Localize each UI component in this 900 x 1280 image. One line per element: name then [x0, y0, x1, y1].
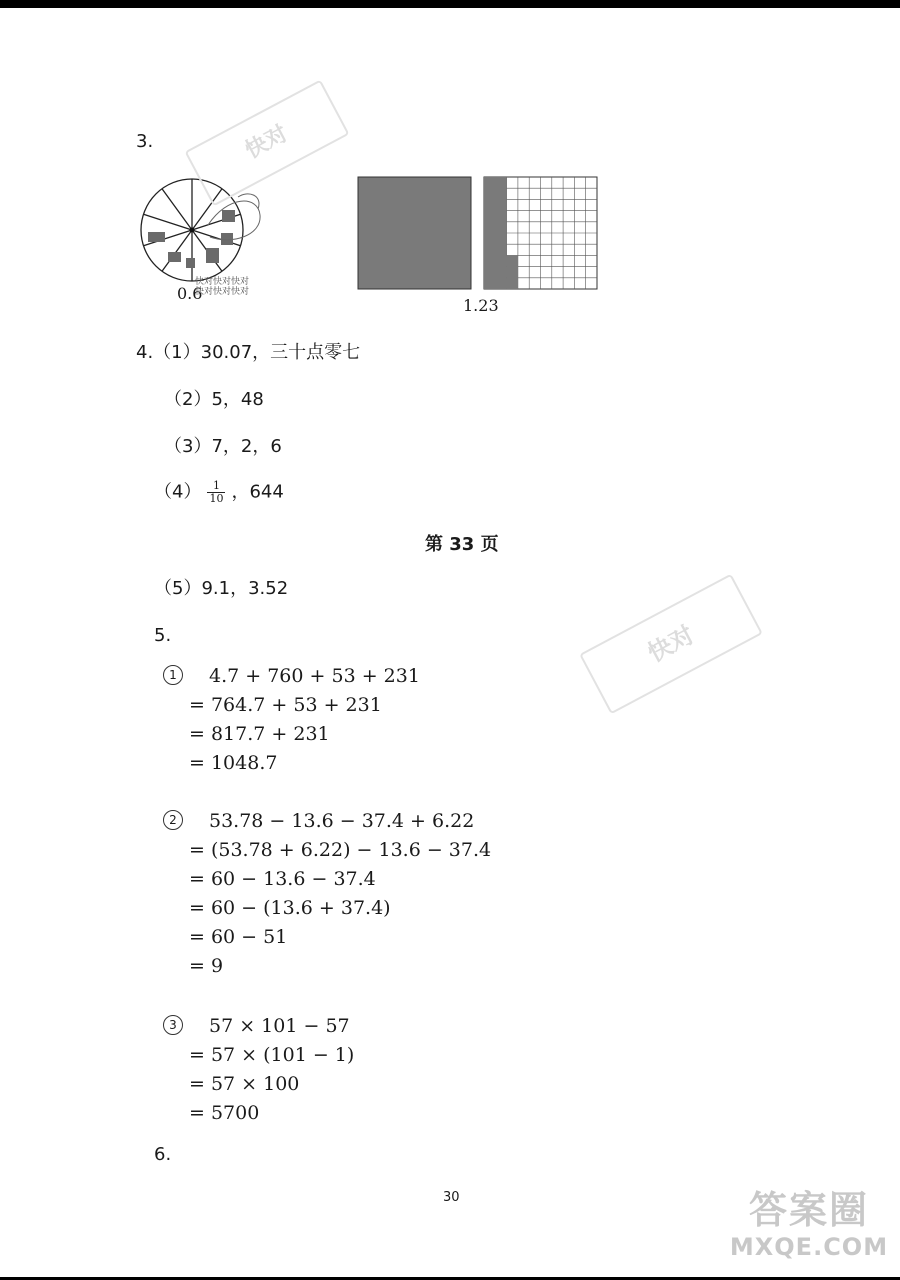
- corner-logo-bottom: MXQE.COM: [729, 1233, 889, 1261]
- math-line: = 817.7 + 231: [189, 723, 330, 745]
- problem-3: [163, 1014, 354, 1125]
- math-line: = 764.7 + 53 + 231: [189, 694, 382, 716]
- q4-answer-4: [154, 480, 284, 505]
- problem-2: [163, 809, 491, 978]
- page-number: 30: [443, 1190, 460, 1205]
- problem-2-marker: 2: [163, 810, 183, 830]
- math-line: = 60 − (13.6 + 37.4): [189, 897, 391, 919]
- q4-answer-5: （5）9.1，3.52: [154, 578, 289, 599]
- q4-answer-1: 4.（1）30.07，三十点零七: [136, 342, 361, 363]
- fraction: [207, 480, 225, 505]
- math-line: = 1048.7: [189, 752, 278, 774]
- math-line: = 5700: [189, 1102, 260, 1124]
- math-line: = 57 × 100: [189, 1073, 300, 1095]
- math-line: 57 × 101 − 57: [209, 1015, 350, 1037]
- q4-answer-4-suffix: ，644: [231, 481, 284, 503]
- fraction-denominator: 10: [209, 492, 224, 505]
- question-5-label: 5.: [154, 625, 172, 646]
- math-line: = (53.78 + 6.22) − 13.6 − 37.4: [189, 839, 492, 861]
- page-heading: 第 33 页: [425, 534, 499, 555]
- grid-caption: 1.23: [463, 296, 499, 315]
- circle-caption: 0.6: [177, 284, 203, 303]
- circle-center-dot: [190, 228, 195, 233]
- problem-1-marker: 1: [163, 665, 183, 685]
- watermark-stamp-middle: 快对: [579, 574, 763, 715]
- question-3-label: 3.: [136, 131, 154, 152]
- math-line: = 57 × (101 − 1): [189, 1044, 355, 1066]
- corner-logo-watermark: [724, 1188, 894, 1262]
- question-6-label: 6.: [154, 1144, 172, 1165]
- math-line: 53.78 − 13.6 − 37.4 + 6.22: [209, 810, 475, 832]
- q4-answer-3: （3）7，2，6: [164, 436, 282, 457]
- watermark-stamp-top: 快对: [184, 79, 349, 206]
- math-line: = 60 − 51: [189, 926, 288, 948]
- problem-1: [163, 664, 420, 775]
- problem-3-marker: 3: [163, 1015, 183, 1035]
- math-line: 4.7 + 760 + 53 + 231: [209, 665, 420, 687]
- q4-answer-2: （2）5，48: [164, 389, 264, 410]
- q4-answer-4-prefix: （4）: [154, 481, 202, 503]
- math-line: = 60 − 13.6 − 37.4: [189, 868, 376, 890]
- fraction-numerator: 1: [207, 480, 225, 493]
- corner-logo-top: 答案圈: [748, 1188, 869, 1232]
- math-line: = 9: [189, 955, 224, 977]
- full-square: [358, 177, 471, 289]
- top-border: [0, 0, 900, 8]
- watermark-small-text: 快对快对快对 快对快对快对: [195, 277, 250, 297]
- grid-figure: [356, 175, 600, 293]
